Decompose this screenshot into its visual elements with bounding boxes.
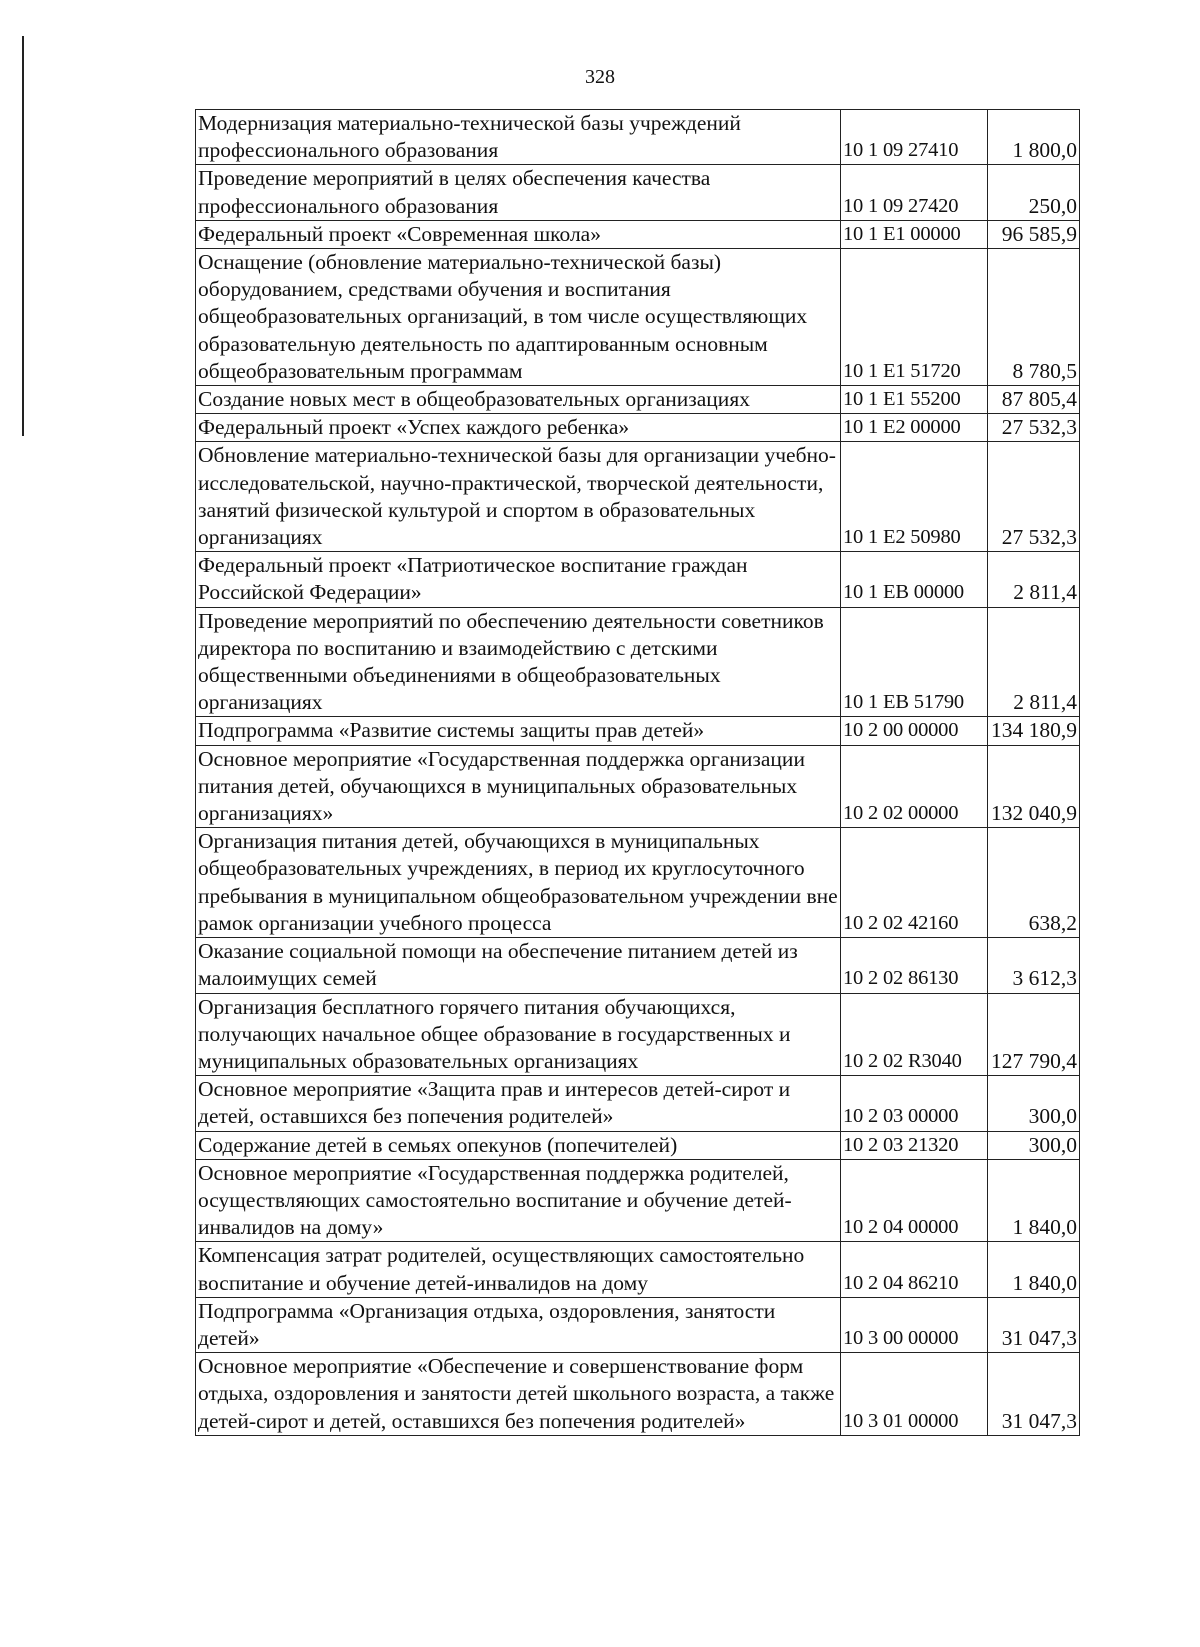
table-row — [196, 386, 1080, 414]
table-row — [196, 552, 1080, 607]
table-row — [196, 1159, 1080, 1242]
row-name: Организация бесплатного горячего питания обучающихся, получающих начальное общее образование в государственных и муниципальных образовательных организациях — [196, 993, 841, 1076]
table-row — [196, 1131, 1080, 1159]
row-code: 10 1 E1 55200 — [841, 386, 988, 414]
row-code: 10 2 02 R3040 — [841, 993, 988, 1076]
table-row — [196, 828, 1080, 938]
scan-edge-mark — [22, 36, 24, 436]
table-row — [196, 993, 1080, 1076]
row-code: 10 1 E1 00000 — [841, 220, 988, 248]
table-row — [196, 249, 1080, 386]
row-code: 10 1 EB 51790 — [841, 607, 988, 717]
table-row — [196, 414, 1080, 442]
table-row — [196, 745, 1080, 828]
table-row — [196, 1353, 1080, 1436]
row-code: 10 1 09 27420 — [841, 165, 988, 220]
row-code: 10 1 09 27410 — [841, 110, 988, 165]
row-code: 10 2 02 42160 — [841, 828, 988, 938]
row-name: Федеральный проект «Патриотическое воспитание граждан Российской Федерации» — [196, 552, 841, 607]
row-name: Проведение мероприятий по обеспечению деятельности советников директора по воспитанию и взаимодействию с детскими общественными объединениями в общеобразовательных организациях — [196, 607, 841, 717]
row-name: Основное мероприятие «Государственная поддержка организации питания детей, обучающихся в муниципальных образовательных организациях» — [196, 745, 841, 828]
row-amount: 96 585,9 — [988, 220, 1080, 248]
row-name: Создание новых мест в общеобразовательных организациях — [196, 386, 841, 414]
row-code: 10 2 03 00000 — [841, 1076, 988, 1131]
row-amount: 638,2 — [988, 828, 1080, 938]
table-row — [196, 165, 1080, 220]
row-name: Федеральный проект «Успех каждого ребенка» — [196, 414, 841, 442]
row-amount: 132 040,9 — [988, 745, 1080, 828]
row-amount: 127 790,4 — [988, 993, 1080, 1076]
row-name: Оказание социальной помощи на обеспечение питанием детей из малоимущих семей — [196, 938, 841, 993]
row-amount: 87 805,4 — [988, 386, 1080, 414]
row-name: Подпрограмма «Организация отдыха, оздоровления, занятости детей» — [196, 1297, 841, 1352]
page-number: 328 — [585, 66, 615, 88]
row-name: Основное мероприятие «Защита прав и интересов детей-сирот и детей, оставшихся без попечения родителей» — [196, 1076, 841, 1131]
row-code: 10 3 00 00000 — [841, 1297, 988, 1352]
row-amount: 2 811,4 — [988, 552, 1080, 607]
row-code: 10 1 EB 00000 — [841, 552, 988, 607]
row-name: Модернизация материально-технической базы учреждений профессионального образования — [196, 110, 841, 165]
row-amount: 31 047,3 — [988, 1297, 1080, 1352]
table-row — [196, 717, 1080, 745]
row-name: Проведение мероприятий в целях обеспечения качества профессионального образования — [196, 165, 841, 220]
row-name: Организация питания детей, обучающихся в муниципальных общеобразовательных учреждениях, в период их круглосуточного пребывания в муниципальном общеобразовательном учреждении вне рамок организации учебного процесса — [196, 828, 841, 938]
row-amount: 300,0 — [988, 1076, 1080, 1131]
budget-table — [195, 109, 1080, 1436]
row-amount: 1 840,0 — [988, 1242, 1080, 1297]
row-amount: 8 780,5 — [988, 249, 1080, 386]
row-code: 10 1 E1 51720 — [841, 249, 988, 386]
row-name: Содержание детей в семьях опекунов (попечителей) — [196, 1131, 841, 1159]
row-name: Обновление материально-технической базы для организации учебно-исследовательской, научно-практической, творческой деятельности, занятий физической культурой и спортом в образовательных организациях — [196, 442, 841, 552]
row-name: Федеральный проект «Современная школа» — [196, 220, 841, 248]
row-name: Основное мероприятие «Государственная поддержка родителей, осуществляющих самостоятельно воспитание и обучение детей-инвалидов на дому» — [196, 1159, 841, 1242]
table-row — [196, 1076, 1080, 1131]
row-amount: 31 047,3 — [988, 1353, 1080, 1436]
row-code: 10 1 E2 00000 — [841, 414, 988, 442]
row-amount: 250,0 — [988, 165, 1080, 220]
row-amount: 1 800,0 — [988, 110, 1080, 165]
row-code: 10 2 03 21320 — [841, 1131, 988, 1159]
row-amount: 27 532,3 — [988, 442, 1080, 552]
row-amount: 2 811,4 — [988, 607, 1080, 717]
row-name: Подпрограмма «Развитие системы защиты прав детей» — [196, 717, 841, 745]
row-name: Основное мероприятие «Обеспечение и совершенствование форм отдыха, оздоровления и занятости детей школьного возраста, а также детей-сирот и детей, оставшихся без попечения родителей» — [196, 1353, 841, 1436]
row-amount: 134 180,9 — [988, 717, 1080, 745]
row-code: 10 2 00 00000 — [841, 717, 988, 745]
table-row — [196, 1297, 1080, 1352]
table-row — [196, 938, 1080, 993]
row-code: 10 2 04 86210 — [841, 1242, 988, 1297]
table-row — [196, 607, 1080, 717]
row-amount: 3 612,3 — [988, 938, 1080, 993]
row-name: Оснащение (обновление материально-технической базы) оборудованием, средствами обучения и воспитания общеобразовательных организаций, в том числе осуществляющих образовательную деятельность по адаптированным основным общеобразовательным программам — [196, 249, 841, 386]
row-amount: 27 532,3 — [988, 414, 1080, 442]
table-row — [196, 1242, 1080, 1297]
row-amount: 1 840,0 — [988, 1159, 1080, 1242]
table-row — [196, 220, 1080, 248]
row-code: 10 1 E2 50980 — [841, 442, 988, 552]
row-code: 10 3 01 00000 — [841, 1353, 988, 1436]
row-amount: 300,0 — [988, 1131, 1080, 1159]
row-code: 10 2 04 00000 — [841, 1159, 988, 1242]
table-row — [196, 442, 1080, 552]
row-code: 10 2 02 86130 — [841, 938, 988, 993]
row-code: 10 2 02 00000 — [841, 745, 988, 828]
row-name: Компенсация затрат родителей, осуществляющих самостоятельно воспитание и обучение детей-инвалидов на дому — [196, 1242, 841, 1297]
table-row — [196, 110, 1080, 165]
